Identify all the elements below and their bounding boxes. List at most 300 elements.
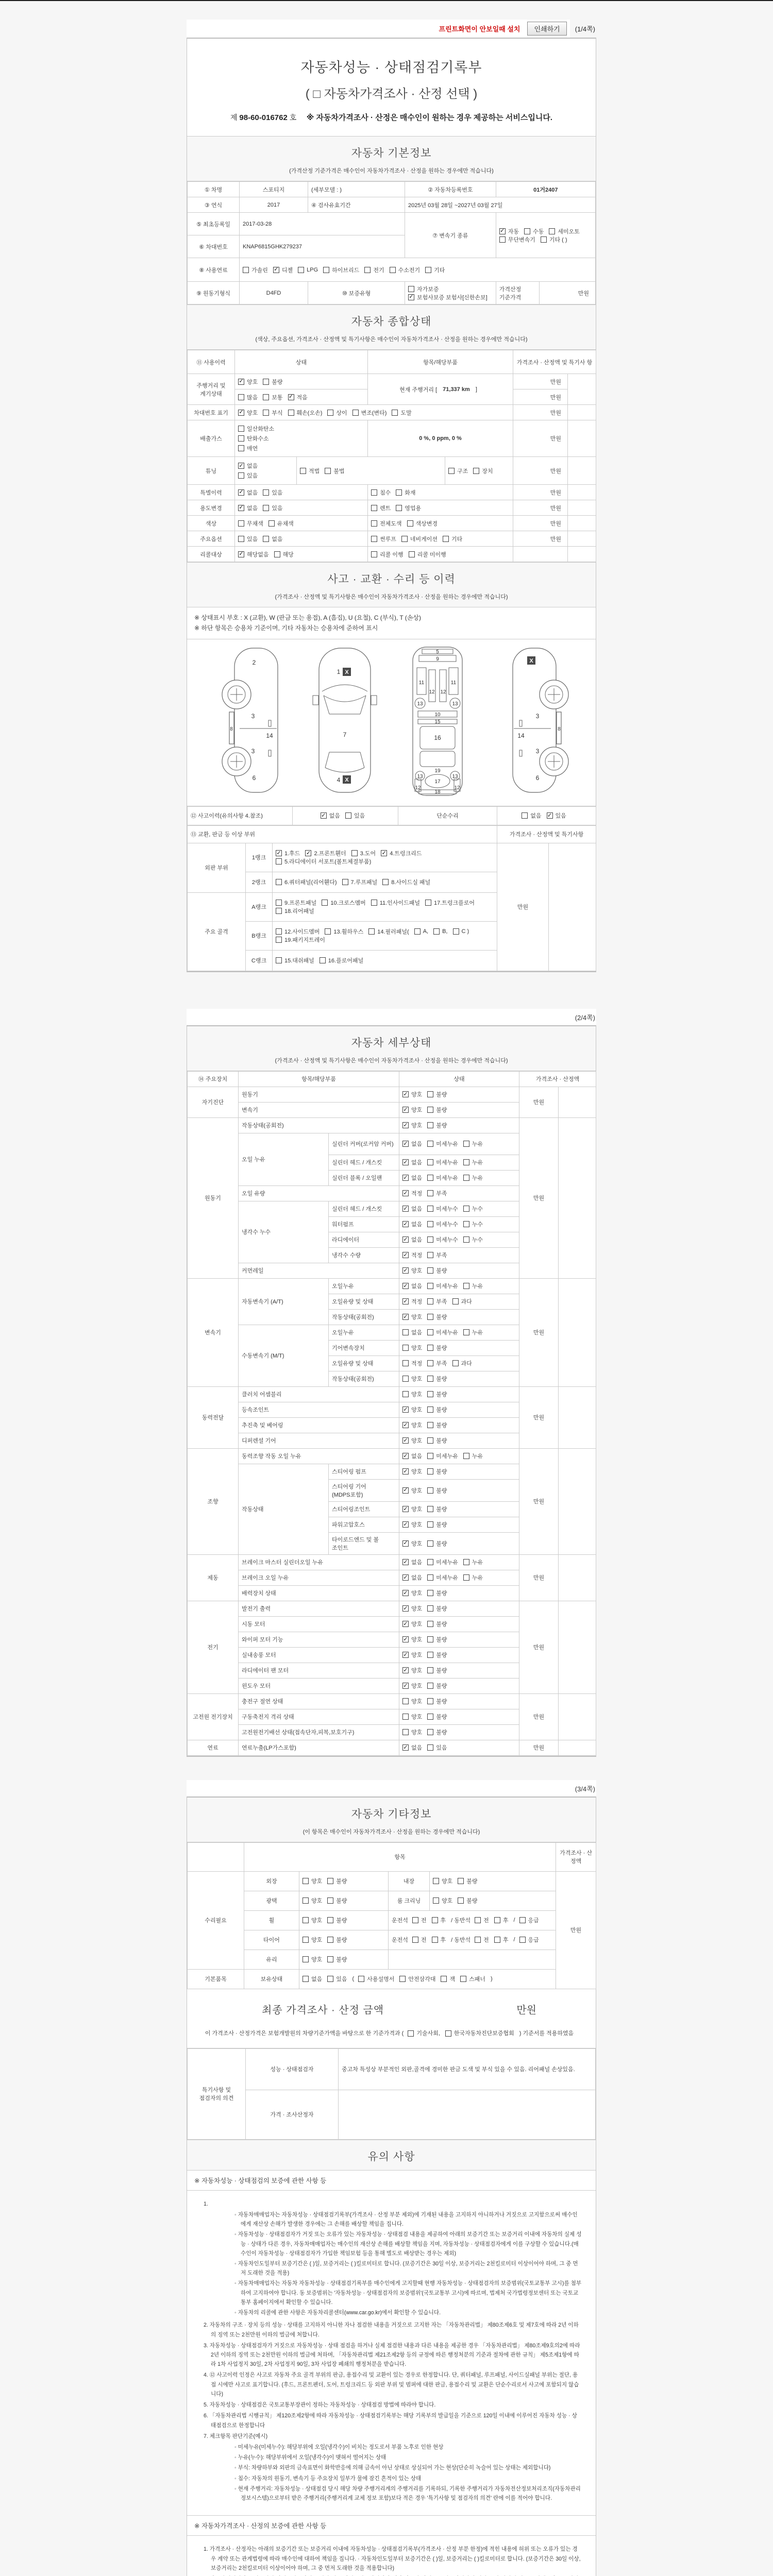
checkbox-option[interactable] — [327, 1916, 347, 1924]
checkbox-icon[interactable] — [263, 505, 269, 511]
checkbox-option[interactable] — [352, 409, 387, 417]
checkbox-option[interactable] — [427, 1505, 447, 1513]
checkbox-option[interactable] — [402, 1158, 422, 1166]
checkbox-icon[interactable]: ✓ — [239, 551, 244, 557]
checkbox-icon[interactable] — [427, 1652, 433, 1658]
checkbox-icon[interactable] — [427, 1506, 433, 1512]
checkbox-icon[interactable] — [443, 536, 449, 542]
checkbox-option[interactable] — [427, 1375, 447, 1383]
checkbox-icon[interactable] — [427, 1621, 433, 1627]
checkbox-option[interactable] — [325, 467, 344, 475]
checkbox-option[interactable] — [402, 1651, 422, 1659]
checkbox-icon[interactable] — [463, 1175, 469, 1181]
checkbox-icon[interactable] — [402, 1345, 409, 1351]
checkbox-icon[interactable] — [463, 1159, 469, 1165]
checkbox-icon[interactable] — [303, 1897, 309, 1904]
checkbox-icon[interactable] — [263, 536, 269, 542]
checkbox-icon[interactable] — [427, 1175, 433, 1181]
checkbox-icon[interactable]: ✓ — [409, 294, 414, 300]
checkbox-icon[interactable] — [463, 1283, 469, 1289]
checkbox-option[interactable] — [427, 1121, 447, 1129]
checkbox-icon[interactable]: ✓ — [403, 1421, 408, 1428]
checkbox-option[interactable] — [238, 550, 269, 558]
checkbox-icon[interactable] — [327, 1956, 333, 1962]
checkbox-icon[interactable] — [303, 1976, 309, 1982]
checkbox-option[interactable] — [320, 956, 363, 964]
checkbox-option[interactable] — [402, 1235, 422, 1244]
checkbox-icon[interactable]: ✓ — [403, 1558, 408, 1565]
checkbox-icon[interactable] — [519, 1917, 526, 1923]
checkbox-icon[interactable] — [427, 1252, 433, 1258]
checkbox-option[interactable] — [238, 504, 258, 512]
checkbox-option[interactable] — [427, 1635, 447, 1643]
checkbox-option[interactable] — [433, 928, 447, 935]
checkbox-icon[interactable]: ✓ — [381, 850, 386, 856]
checkbox-icon[interactable] — [427, 1406, 433, 1413]
checkbox-option[interactable] — [303, 1936, 322, 1944]
checkbox-icon[interactable] — [432, 1917, 438, 1923]
checkbox-icon[interactable]: ✓ — [403, 1636, 408, 1642]
checkbox-icon[interactable]: ✓ — [403, 1589, 408, 1596]
checkbox-icon[interactable]: ✓ — [403, 1106, 408, 1113]
checkbox-option[interactable] — [321, 811, 340, 820]
checkbox-icon[interactable] — [327, 1878, 333, 1884]
checkbox-option[interactable] — [402, 1220, 422, 1228]
checkbox-option[interactable] — [303, 1975, 322, 1983]
checkbox-option[interactable] — [402, 1520, 422, 1529]
checkbox-icon[interactable] — [427, 1574, 433, 1581]
checkbox-icon[interactable] — [475, 1917, 481, 1923]
checkbox-option[interactable] — [273, 266, 293, 274]
checkbox-icon[interactable] — [288, 410, 294, 416]
checkbox-icon[interactable]: ✓ — [403, 1205, 408, 1212]
checkbox-icon[interactable] — [524, 228, 530, 234]
checkbox-icon[interactable] — [238, 520, 244, 527]
checkbox-icon[interactable] — [427, 1221, 433, 1227]
checkbox-icon[interactable] — [452, 1298, 459, 1304]
checkbox-icon[interactable] — [427, 1422, 433, 1428]
checkbox-option[interactable] — [519, 1936, 539, 1944]
checkbox-icon[interactable] — [427, 1453, 433, 1459]
checkbox-icon[interactable] — [427, 1298, 433, 1304]
checkbox-option[interactable] — [364, 266, 384, 274]
checkbox-option[interactable] — [499, 235, 535, 244]
checkbox-icon[interactable] — [427, 1267, 433, 1274]
checkbox-option[interactable] — [402, 1682, 422, 1690]
checkbox-option[interactable] — [238, 471, 293, 480]
checkbox-icon[interactable] — [371, 489, 377, 496]
checkbox-icon[interactable]: ✓ — [403, 1251, 408, 1258]
checkbox-option[interactable] — [402, 1558, 422, 1566]
checkbox-option[interactable] — [427, 1390, 447, 1398]
checkbox-icon[interactable] — [427, 1107, 433, 1113]
checkbox-option[interactable] — [458, 1896, 477, 1905]
checkbox-option[interactable] — [541, 235, 567, 244]
checkbox-option[interactable] — [432, 1916, 446, 1924]
checkbox-icon[interactable] — [303, 1956, 309, 1962]
checkbox-icon[interactable]: ✓ — [403, 1267, 408, 1274]
checkbox-option[interactable] — [402, 1251, 422, 1259]
checkbox-option[interactable] — [399, 1975, 435, 1983]
checkbox-option[interactable] — [463, 1328, 483, 1336]
checkbox-icon[interactable]: ✓ — [403, 1452, 408, 1459]
checkbox-icon[interactable] — [519, 1937, 526, 1943]
checkbox-option[interactable] — [427, 1090, 447, 1098]
checkbox-icon[interactable]: ✓ — [500, 228, 505, 234]
checkbox-icon[interactable] — [408, 286, 414, 292]
checkbox-icon[interactable] — [433, 928, 440, 935]
checkbox-icon[interactable] — [463, 1329, 469, 1335]
checkbox-option[interactable] — [323, 266, 359, 274]
checkbox-icon[interactable] — [432, 1937, 438, 1943]
checkbox-option[interactable] — [371, 550, 404, 558]
checkbox-icon[interactable] — [427, 1667, 433, 1673]
checkbox-icon[interactable]: ✓ — [403, 1682, 408, 1689]
checkbox-option[interactable] — [427, 1573, 458, 1582]
checkbox-option[interactable] — [452, 1359, 472, 1367]
checkbox-option[interactable] — [402, 1539, 422, 1548]
checkbox-option[interactable] — [402, 1666, 422, 1674]
checkbox-option[interactable] — [276, 927, 320, 936]
checkbox-option[interactable] — [276, 907, 314, 915]
checkbox-icon[interactable] — [276, 858, 282, 865]
checkbox-icon[interactable] — [463, 1453, 469, 1459]
checkbox-icon[interactable] — [549, 228, 555, 234]
checkbox-option[interactable] — [238, 425, 364, 433]
checkbox-icon[interactable] — [323, 267, 329, 273]
checkbox-option[interactable] — [427, 1313, 447, 1321]
checkbox-option[interactable] — [327, 1877, 347, 1885]
checkbox-option[interactable] — [463, 1205, 483, 1213]
checkbox-icon[interactable] — [412, 1937, 418, 1943]
checkbox-option[interactable] — [327, 1896, 347, 1905]
checkbox-icon[interactable] — [238, 435, 244, 442]
checkbox-option[interactable] — [238, 519, 263, 528]
checkbox-option[interactable] — [402, 1697, 422, 1705]
checkbox-option[interactable] — [547, 811, 566, 820]
checkbox-option[interactable] — [427, 1205, 458, 1213]
checkbox-option[interactable] — [453, 928, 469, 935]
checkbox-option[interactable] — [427, 1344, 447, 1352]
checkbox-option[interactable] — [402, 1375, 422, 1383]
checkbox-icon[interactable] — [402, 1360, 409, 1366]
checkbox-option[interactable] — [238, 488, 258, 497]
checkbox-option[interactable] — [392, 409, 411, 417]
checkbox-option[interactable] — [427, 1651, 447, 1659]
checkbox-option[interactable] — [427, 1713, 447, 1721]
checkbox-option[interactable] — [358, 1975, 394, 1983]
checkbox-icon[interactable] — [401, 536, 408, 542]
checkbox-option[interactable] — [402, 1328, 422, 1336]
checkbox-icon[interactable] — [463, 1141, 469, 1147]
checkbox-option[interactable] — [371, 535, 396, 543]
checkbox-option[interactable] — [427, 1604, 447, 1613]
checkbox-option[interactable] — [402, 1467, 422, 1476]
checkbox-icon[interactable] — [327, 1937, 333, 1943]
checkbox-icon[interactable]: ✓ — [274, 266, 279, 273]
checkbox-option[interactable] — [433, 1896, 452, 1905]
checkbox-icon[interactable]: ✓ — [403, 1505, 408, 1512]
checkbox-icon[interactable] — [371, 505, 377, 511]
checkbox-icon[interactable] — [499, 236, 506, 243]
checkbox-icon[interactable] — [427, 1605, 433, 1612]
checkbox-option[interactable] — [427, 1728, 447, 1736]
checkbox-option[interactable] — [499, 227, 519, 235]
checkbox-option[interactable] — [303, 1955, 322, 1963]
checkbox-icon[interactable] — [320, 957, 326, 963]
checkbox-icon[interactable]: ✓ — [239, 378, 244, 384]
checkbox-option[interactable] — [396, 504, 421, 512]
checkbox-option[interactable] — [427, 1235, 458, 1244]
checkbox-icon[interactable]: ✓ — [403, 1437, 408, 1444]
checkbox-option[interactable] — [276, 899, 316, 907]
checkbox-icon[interactable] — [427, 1559, 433, 1565]
checkbox-icon[interactable] — [427, 1698, 433, 1704]
checkbox-icon[interactable] — [427, 1540, 433, 1547]
checkbox-icon[interactable]: ✓ — [403, 1174, 408, 1181]
checkbox-option[interactable] — [402, 1121, 422, 1129]
checkbox-option[interactable] — [322, 899, 365, 907]
checkbox-icon[interactable]: ✓ — [403, 1468, 408, 1475]
checkbox-option[interactable] — [238, 535, 258, 543]
checkbox-option[interactable] — [298, 267, 318, 273]
checkbox-icon[interactable] — [427, 1729, 433, 1735]
checkbox-icon[interactable] — [238, 426, 244, 432]
checkbox-icon[interactable]: ✓ — [288, 394, 294, 400]
checkbox-option[interactable] — [390, 266, 421, 274]
checkbox-option[interactable] — [325, 927, 363, 936]
checkbox-option[interactable] — [427, 1486, 447, 1495]
checkbox-option[interactable] — [427, 1106, 447, 1114]
checkbox-option[interactable] — [425, 266, 445, 274]
checkbox-icon[interactable] — [325, 468, 331, 474]
checkbox-icon[interactable] — [458, 1878, 464, 1884]
checkbox-option[interactable] — [427, 1452, 458, 1460]
checkbox-option[interactable] — [238, 378, 258, 386]
checkbox-option[interactable] — [427, 1743, 447, 1752]
checkbox-icon[interactable]: ✓ — [239, 489, 244, 495]
checkbox-option[interactable] — [412, 1936, 427, 1944]
checkbox-option[interactable] — [402, 1452, 422, 1460]
checkbox-icon[interactable] — [463, 1574, 469, 1581]
checkbox-icon[interactable]: ✓ — [403, 1091, 408, 1097]
checkbox-option[interactable] — [402, 1205, 422, 1213]
checkbox-icon[interactable] — [448, 468, 455, 474]
checkbox-option[interactable] — [351, 849, 376, 857]
checkbox-icon[interactable] — [364, 267, 371, 273]
checkbox-icon[interactable] — [327, 1976, 333, 1982]
checkbox-icon[interactable] — [463, 1221, 469, 1227]
checkbox-icon[interactable] — [263, 410, 269, 416]
checkbox-icon[interactable] — [427, 1283, 433, 1289]
checkbox-option[interactable] — [402, 1421, 422, 1429]
checkbox-icon[interactable] — [458, 1897, 464, 1904]
checkbox-option[interactable] — [402, 1297, 422, 1306]
checkbox-icon[interactable] — [358, 1976, 364, 1982]
checkbox-icon[interactable] — [433, 1897, 439, 1904]
checkbox-icon[interactable] — [243, 267, 249, 273]
checkbox-option[interactable] — [402, 1266, 422, 1275]
checkbox-option[interactable] — [342, 878, 378, 886]
checkbox-option[interactable] — [263, 504, 282, 512]
checkbox-icon[interactable]: ✓ — [403, 1667, 408, 1673]
checkbox-icon[interactable] — [427, 1329, 433, 1335]
checkbox-option[interactable] — [402, 1713, 422, 1721]
checkbox-icon[interactable] — [427, 1190, 433, 1196]
checkbox-option[interactable] — [263, 378, 282, 386]
checkbox-option[interactable] — [463, 1174, 483, 1182]
checkbox-icon[interactable] — [392, 410, 398, 416]
checkbox-icon[interactable] — [327, 1897, 333, 1904]
checkbox-option[interactable] — [238, 409, 258, 417]
checkbox-option[interactable] — [276, 857, 371, 866]
checkbox-option[interactable] — [427, 1421, 447, 1429]
checkbox-option[interactable] — [427, 1158, 458, 1166]
checkbox-icon[interactable] — [425, 267, 431, 273]
checkbox-icon[interactable] — [399, 1976, 406, 1982]
checkbox-option[interactable] — [443, 535, 462, 543]
checkbox-icon[interactable] — [238, 472, 244, 479]
checkbox-option[interactable] — [427, 1140, 458, 1148]
checkbox-option[interactable] — [396, 488, 415, 497]
checkbox-option[interactable] — [402, 1189, 422, 1197]
checkbox-option[interactable] — [402, 1620, 422, 1628]
checkbox-option[interactable] — [402, 1359, 422, 1367]
checkbox-icon[interactable] — [463, 1206, 469, 1212]
checkbox-icon[interactable] — [402, 1698, 409, 1704]
checkbox-option[interactable] — [445, 2029, 514, 2039]
checkbox-icon[interactable] — [427, 1636, 433, 1642]
checkbox-option[interactable] — [463, 1235, 483, 1244]
checkbox-icon[interactable] — [351, 850, 358, 856]
checkbox-option[interactable] — [402, 1282, 422, 1290]
checkbox-icon[interactable] — [463, 1559, 469, 1565]
checkbox-option[interactable] — [263, 409, 282, 417]
checkbox-icon[interactable] — [452, 1360, 459, 1366]
checkbox-icon[interactable]: ✓ — [403, 1521, 408, 1528]
checkbox-icon[interactable] — [402, 1376, 409, 1382]
checkbox-icon[interactable] — [427, 1590, 433, 1596]
checkbox-option[interactable] — [402, 1436, 422, 1445]
checkbox-option[interactable] — [549, 227, 580, 235]
checkbox-option[interactable] — [463, 1140, 483, 1148]
checkbox-icon[interactable] — [427, 1683, 433, 1689]
checkbox-icon[interactable] — [541, 236, 547, 243]
checkbox-icon[interactable] — [303, 1937, 309, 1943]
checkbox-icon[interactable] — [453, 928, 459, 935]
checkbox-option[interactable] — [402, 1313, 422, 1321]
checkbox-option[interactable] — [452, 1297, 472, 1306]
checkbox-icon[interactable] — [427, 1345, 433, 1351]
checkbox-option[interactable] — [475, 1916, 489, 1924]
checkbox-icon[interactable] — [427, 1376, 433, 1382]
checkbox-icon[interactable]: ✓ — [239, 504, 244, 511]
checkbox-option[interactable] — [427, 1251, 447, 1259]
checkbox-option[interactable] — [238, 434, 364, 443]
checkbox-icon[interactable] — [276, 937, 282, 943]
checkbox-icon[interactable]: ✓ — [403, 1236, 408, 1243]
checkbox-option[interactable] — [276, 849, 300, 857]
checkbox-icon[interactable] — [325, 928, 331, 935]
checkbox-option[interactable] — [402, 1728, 422, 1736]
checkbox-option[interactable] — [427, 1189, 447, 1197]
checkbox-option[interactable] — [382, 878, 430, 886]
checkbox-option[interactable] — [408, 293, 488, 301]
checkbox-option[interactable] — [427, 1467, 447, 1476]
checkbox-option[interactable] — [433, 1877, 452, 1885]
checkbox-icon[interactable] — [396, 505, 402, 511]
checkbox-option[interactable] — [402, 1589, 422, 1597]
checkbox-option[interactable] — [402, 1635, 422, 1643]
checkbox-icon[interactable] — [409, 551, 415, 557]
checkbox-option[interactable] — [303, 1877, 322, 1885]
checkbox-option[interactable] — [238, 393, 258, 401]
checkbox-icon[interactable] — [408, 2030, 414, 2037]
checkbox-icon[interactable] — [402, 1391, 409, 1397]
checkbox-option[interactable] — [268, 519, 294, 528]
checkbox-option[interactable] — [427, 1436, 447, 1445]
checkbox-option[interactable] — [408, 2029, 440, 2039]
checkbox-icon[interactable]: ✓ — [239, 462, 244, 469]
checkbox-icon[interactable] — [371, 900, 377, 906]
checkbox-icon[interactable] — [238, 394, 244, 400]
checkbox-icon[interactable] — [460, 1976, 466, 1982]
checkbox-option[interactable] — [401, 535, 438, 543]
checkbox-option[interactable] — [448, 467, 468, 475]
checkbox-icon[interactable]: ✓ — [403, 1651, 408, 1658]
checkbox-option[interactable] — [371, 504, 391, 512]
checkbox-icon[interactable]: ✓ — [321, 812, 326, 819]
checkbox-option[interactable] — [427, 1297, 447, 1306]
checkbox-option[interactable] — [494, 1936, 509, 1944]
checkbox-icon[interactable]: ✓ — [403, 1540, 408, 1547]
checkbox-option[interactable] — [402, 1090, 422, 1098]
checkbox-icon[interactable]: ✓ — [403, 1159, 408, 1165]
checkbox-option[interactable] — [427, 1405, 447, 1414]
checkbox-icon[interactable] — [473, 468, 479, 474]
checkbox-icon[interactable]: ✓ — [403, 1298, 408, 1304]
checkbox-icon[interactable] — [327, 1917, 333, 1923]
checkbox-option[interactable] — [263, 535, 282, 543]
checkbox-icon[interactable] — [298, 267, 304, 273]
checkbox-option[interactable] — [402, 1106, 422, 1114]
checkbox-option[interactable] — [427, 1666, 447, 1674]
checkbox-option[interactable] — [288, 393, 308, 401]
checkbox-icon[interactable] — [475, 1937, 481, 1943]
checkbox-icon[interactable]: ✓ — [403, 1140, 408, 1147]
checkbox-option[interactable] — [475, 1936, 489, 1944]
checkbox-option[interactable] — [243, 266, 268, 274]
checkbox-option[interactable] — [519, 1916, 539, 1924]
checkbox-option[interactable] — [402, 1405, 422, 1414]
checkbox-icon[interactable]: ✓ — [306, 850, 311, 856]
checkbox-option[interactable] — [368, 927, 409, 936]
checkbox-icon[interactable]: ✓ — [403, 1605, 408, 1612]
checkbox-icon[interactable] — [371, 551, 377, 557]
checkbox-icon[interactable] — [352, 410, 359, 416]
checkbox-option[interactable] — [276, 878, 337, 886]
checkbox-icon[interactable] — [268, 520, 275, 527]
checkbox-icon[interactable] — [276, 879, 282, 885]
checkbox-icon[interactable] — [396, 489, 402, 496]
checkbox-icon[interactable] — [445, 2030, 451, 2037]
checkbox-option[interactable] — [305, 849, 346, 857]
checkbox-option[interactable] — [522, 811, 541, 820]
checkbox-option[interactable] — [371, 519, 402, 528]
checkbox-icon[interactable] — [427, 1521, 433, 1528]
checkbox-option[interactable] — [327, 1936, 347, 1944]
checkbox-option[interactable] — [427, 1328, 458, 1336]
